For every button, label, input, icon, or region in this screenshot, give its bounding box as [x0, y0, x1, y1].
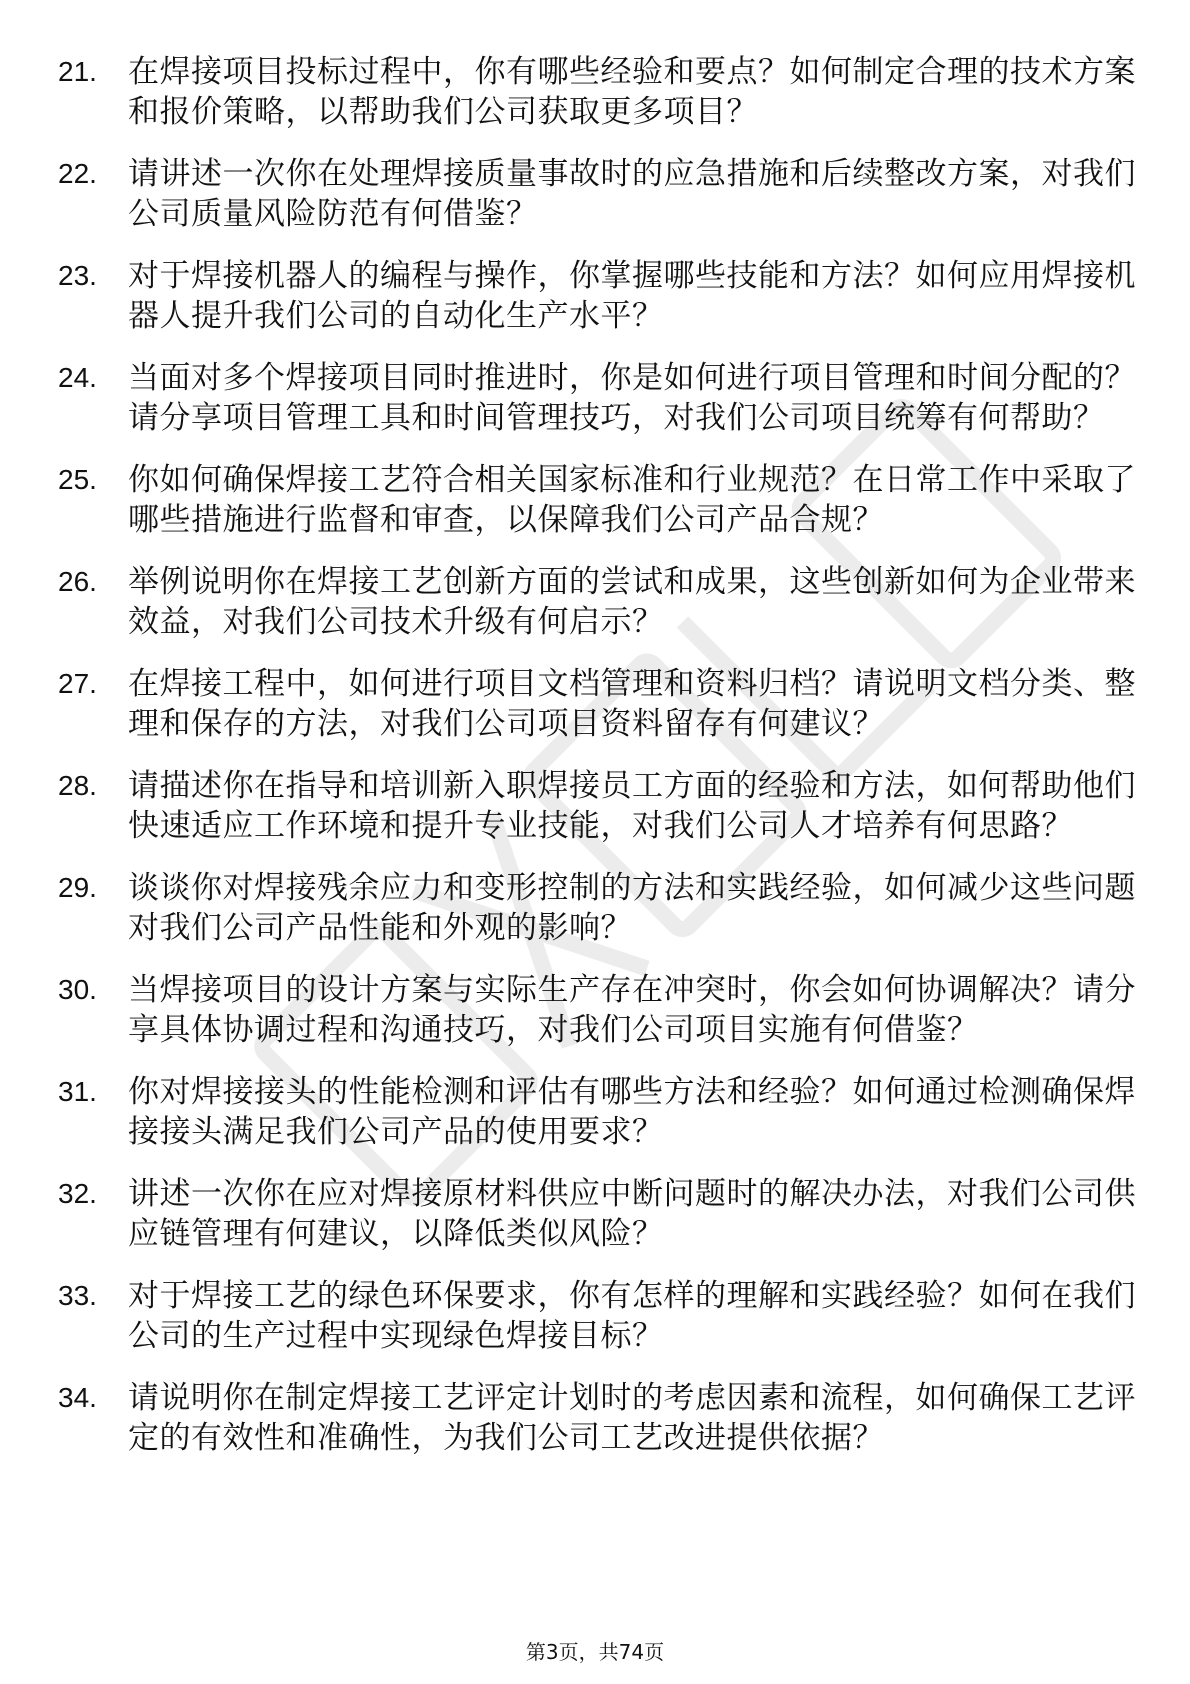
page-footer: [0, 1636, 1190, 1665]
question-number: 25.: [58, 464, 97, 495]
question-item: [58, 1072, 1138, 1152]
question-number: 32.: [58, 1178, 97, 1209]
question-text: 请说明你在制定焊接工艺评定计划时的考虑因素和流程，如何确保工艺评定的有效性和准确性，为我们公司工艺改进提供依据？: [128, 1380, 1136, 1456]
question-item: [58, 154, 1138, 234]
question-item: [58, 970, 1138, 1050]
question-text: 你如何确保焊接工艺符合相关国家标准和行业规范？在日常工作中采取了哪些措施进行监督和审查，以保障我们公司产品合规？: [128, 462, 1136, 538]
question-item: [58, 52, 1138, 132]
question-number: 21.: [58, 56, 97, 87]
question-item: [58, 664, 1138, 744]
question-number: 26.: [58, 566, 97, 597]
question-text: 你对焊接接头的性能检测和评估有哪些方法和经验？如何通过检测确保焊接接头满足我们公司产品的使用要求？: [128, 1074, 1136, 1150]
question-text: 在焊接工程中，如何进行项目文档管理和资料归档？请说明文档分类、整理和保存的方法，对我们公司项目资料留存有何建议？: [128, 666, 1136, 742]
question-text: 举例说明你在焊接工艺创新方面的尝试和成果，这些创新如何为企业带来效益，对我们公司技术升级有何启示？: [128, 564, 1136, 640]
question-item: [58, 358, 1138, 438]
question-text: 对于焊接机器人的编程与操作，你掌握哪些技能和方法？如何应用焊接机器人提升我们公司的自动化生产水平？: [128, 258, 1136, 334]
question-item: [58, 868, 1138, 948]
question-text: 在焊接项目投标过程中，你有哪些经验和要点？如何制定合理的技术方案和报价策略，以帮助我们公司获取更多项目？: [128, 54, 1136, 130]
question-item: [58, 766, 1138, 846]
question-text: 当面对多个焊接项目同时推进时，你是如何进行项目管理和时间分配的？请分享项目管理工具和时间管理技巧，对我们公司项目统筹有何帮助？: [128, 360, 1136, 436]
question-text: 请描述你在指导和培训新入职焊接员工方面的经验和方法，如何帮助他们快速适应工作环境和提升专业技能，对我们公司人才培养有何思路？: [128, 768, 1136, 844]
question-number: 30.: [58, 974, 97, 1005]
question-item: [58, 1276, 1138, 1356]
question-text: 当焊接项目的设计方案与实际生产存在冲突时，你会如何协调解决？请分享具体协调过程和沟通技巧，对我们公司项目实施有何借鉴？: [128, 972, 1136, 1048]
question-number: 29.: [58, 872, 97, 903]
question-item: [58, 256, 1138, 336]
question-item: [58, 460, 1138, 540]
question-item: [58, 562, 1138, 642]
question-number: 23.: [58, 260, 97, 291]
question-text: 请讲述一次你在处理焊接质量事故时的应急措施和后续整改方案，对我们公司质量风险防范有何借鉴？: [128, 156, 1136, 232]
question-number: 24.: [58, 362, 97, 393]
question-item: [58, 1378, 1138, 1458]
question-number: 27.: [58, 668, 97, 699]
question-text: 讲述一次你在应对焊接原材料供应中断问题时的解决办法，对我们公司供应链管理有何建议，以降低类似风险？: [128, 1176, 1136, 1252]
question-text: 谈谈你对焊接残余应力和变形控制的方法和实践经验，如何减少这些问题对我们公司产品性能和外观的影响？: [128, 870, 1136, 946]
question-number: 31.: [58, 1076, 97, 1107]
page-number-label: 第3页，共74页: [525, 1640, 665, 1664]
question-list: [58, 52, 1138, 1480]
question-number: 22.: [58, 158, 97, 189]
question-number: 33.: [58, 1280, 97, 1311]
question-number: 34.: [58, 1382, 97, 1413]
question-item: [58, 1174, 1138, 1254]
question-text: 对于焊接工艺的绿色环保要求，你有怎样的理解和实践经验？如何在我们公司的生产过程中实现绿色焊接目标？: [128, 1278, 1136, 1354]
question-number: 28.: [58, 770, 97, 801]
